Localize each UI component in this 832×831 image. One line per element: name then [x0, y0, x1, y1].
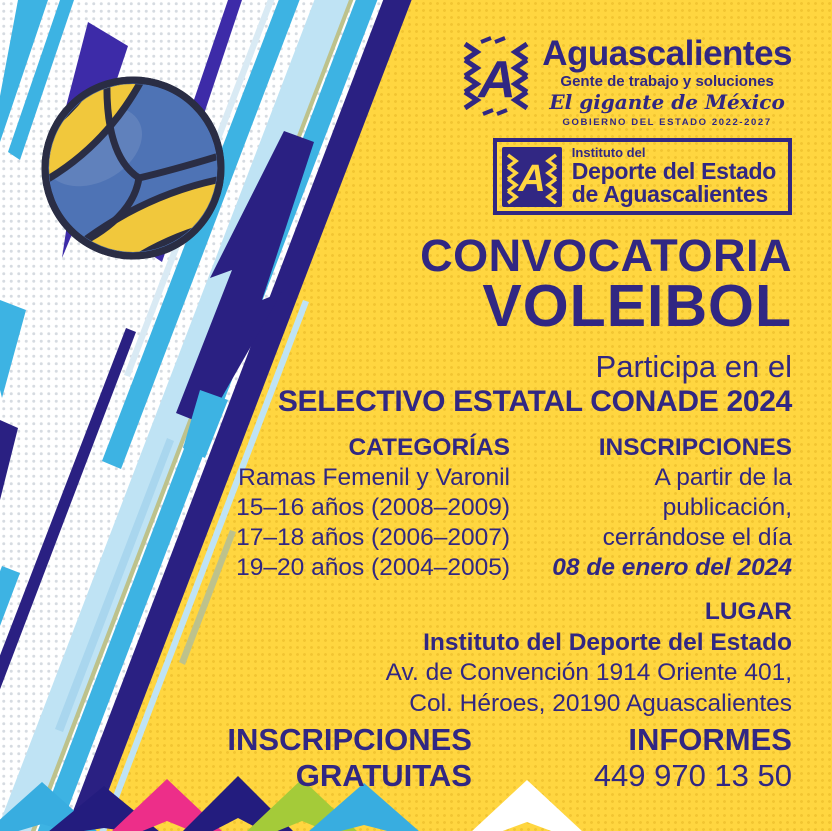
categories-line: 17–18 años (2006–2007) [236, 523, 510, 551]
free-registration-note [227, 722, 472, 793]
venue-name: Instituto del Deporte del Estado [423, 628, 792, 656]
title-block [277, 230, 792, 419]
categories-line: 19–20 años (2004–2005) [236, 553, 510, 581]
registration-line: publicación, [662, 493, 792, 521]
aguascalientes-logo-mark-icon [459, 36, 533, 116]
contact-heading: INFORMES [628, 722, 792, 757]
state-logo-text [542, 36, 792, 128]
registration-line: A partir de la [654, 463, 792, 491]
categories-line: 15–16 años (2008–2009) [236, 493, 510, 521]
poster-title-line1: CONVOCATORIA [420, 230, 792, 281]
institute-logo-letter: A [518, 157, 546, 200]
registration-line: cerrándose el día [602, 523, 792, 551]
subtitle-intro: Participa en el [595, 349, 792, 385]
institute-logo-text [572, 146, 776, 207]
phone-number: 449 970 13 50 [593, 757, 792, 793]
registration-section [552, 433, 792, 582]
institute-line2: de Aguascalientes [571, 181, 768, 208]
venue-address-line1: Av. de Convención 1914 Oriente 401, [385, 659, 792, 687]
free-line2: GRATUITAS [295, 757, 472, 793]
header [459, 36, 792, 215]
state-government-line: GOBIERNO DEL ESTADO 2022-2027 [562, 117, 772, 128]
free-line1: INSCRIPCIONES [227, 722, 472, 757]
state-motto: Gente de trabajo y soluciones [560, 73, 774, 90]
categories-heading: CATEGORÍAS [348, 434, 510, 461]
state-name: Aguascalientes [542, 34, 792, 73]
institute-pre: Instituto del [571, 145, 646, 160]
institute-line1: Deporte del Estado [571, 157, 776, 184]
venue-heading: LUGAR [704, 598, 792, 625]
institute-logo-mark-icon [502, 147, 562, 207]
poster-title-line2: VOLEIBOL [482, 273, 792, 339]
registration-deadline: 08 de enero del 2024 [552, 553, 792, 581]
registration-heading: INSCRIPCIONES [598, 434, 792, 461]
state-logo [459, 36, 792, 128]
categories-line: Ramas Femenil y Varonil [238, 463, 510, 491]
contact-section [594, 722, 792, 793]
venue-address-line2: Col. Héroes, 20190 Aguascalientes [409, 689, 792, 717]
state-logo-letter: A [478, 51, 516, 109]
subtitle-event: SELECTIVO ESTATAL CONADE 2024 [277, 385, 792, 419]
institute-logo [493, 138, 792, 215]
state-slogan: El gigante de México [549, 90, 785, 114]
venue-section [386, 597, 792, 720]
categories-section [236, 433, 510, 582]
